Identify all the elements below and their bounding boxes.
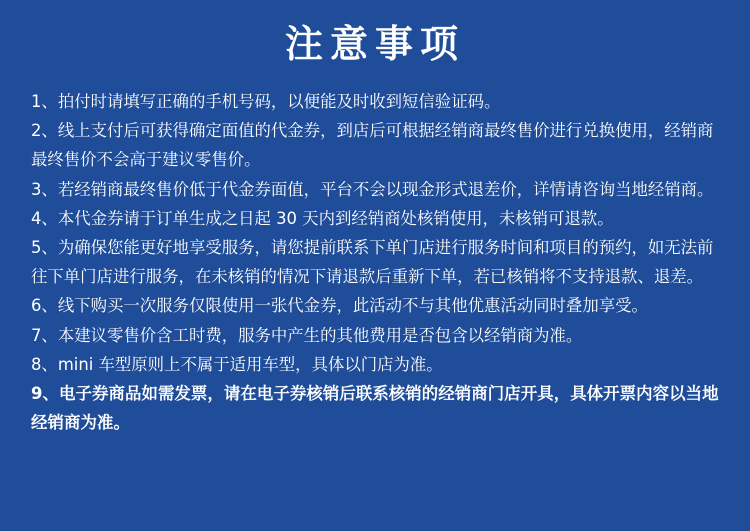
notice-item-1: 1、拍付时请填写正确的手机号码，以便能及时收到短信验证码。 <box>31 92 501 111</box>
notice-item-3: 3、若经销商最终售价低于代金券面值，平台不会以现金形式退差价，详情请咨询当地经销商。 <box>31 179 714 199</box>
notice-item-9: 9、电子券商品如需发票，请在电子券核销后联系核销的经销商门店开具，具体开票内容以当地经销商为准。 <box>31 384 719 433</box>
page-title: 注意事项 <box>284 22 465 66</box>
notice-item-8: 8、mini 车型原则上不属于适用车型，具体以门店为准。 <box>31 354 443 374</box>
notice-item-2: 2、线上支付后可获得确定面值的代金券，到店后可根据经销商最终售价进行兑换使用，经销商最终售价不会高于建议零售价。 <box>31 121 714 170</box>
notice-item-4: 4、本代金券请于订单生成之日起 30 天内到经销商处核销使用，未核销可退款。 <box>31 208 614 228</box>
notice-item-6: 6、线下购买一次服务仅限使用一张代金券，此活动不与其他优惠活动同时叠加享受。 <box>31 296 648 316</box>
notice-item-5: 5、为确保您能更好地享受服务，请您提前联系下单门店进行服务时间和项目的预约，如无法前往下单门店进行服务，在未核销的情况下请退款后重新下单，若已核销将不支持退款、退差。 <box>31 238 714 287</box>
notice-list <box>31 87 724 437</box>
notice-item-7: 7、本建议零售价含工时费，服务中产生的其他费用是否包含以经销商为准。 <box>31 325 583 345</box>
